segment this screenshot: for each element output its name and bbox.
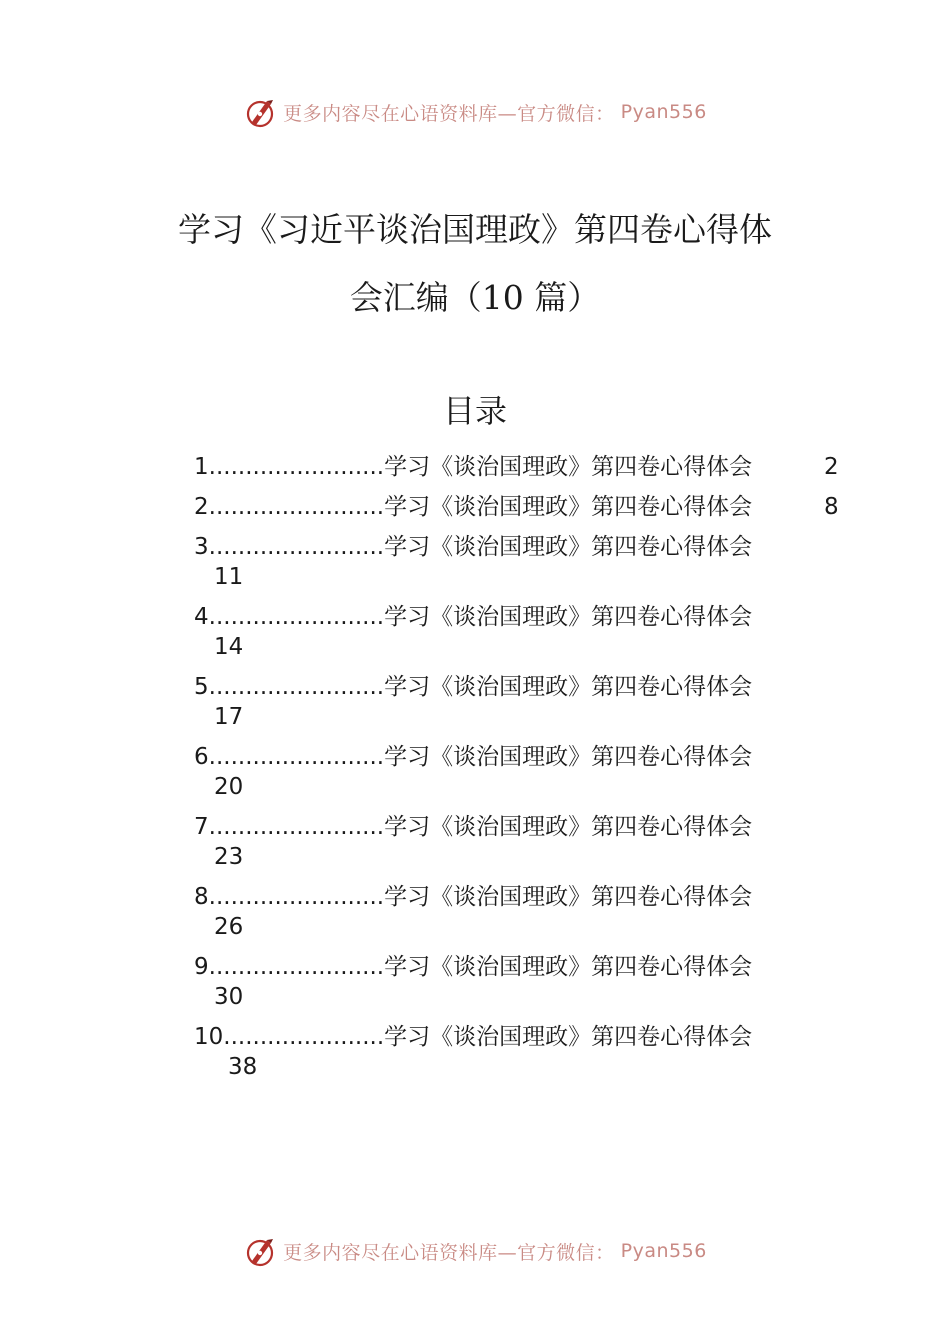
toc-entry-leader: ...................... [223, 1024, 385, 1050]
toc-entry-title: 学习《谈治国理政》第四卷心得体会 [384, 674, 753, 700]
toc-entry-leader: ........................ [208, 814, 385, 840]
table-of-contents [194, 452, 854, 1092]
toc-entry-1[interactable] [194, 452, 854, 492]
toc-entry-leader: ........................ [208, 534, 385, 560]
toc-entry-leader: ........................ [208, 674, 385, 700]
toc-entry-leader: ........................ [208, 494, 385, 520]
header-watermark [0, 95, 950, 129]
document-title-line-1: 学习《习近平谈治国理政》第四卷心得体 [178, 210, 772, 249]
toc-entry-title: 学习《谈治国理政》第四卷心得体会 [384, 1024, 753, 1050]
toc-heading: 目录 [442, 392, 507, 430]
toc-entry-number: 9 [194, 954, 209, 980]
toc-entry-10[interactable] [194, 1022, 854, 1092]
toc-entry-title: 学习《谈治国理政》第四卷心得体会 [384, 884, 753, 910]
watermark-cn-text: 更多内容尽在心语资料库—官方微信： [283, 102, 615, 125]
toc-entry-title: 学习《谈治国理政》第四卷心得体会 [384, 534, 753, 560]
document-title-line-2: 会汇编（10 篇） [349, 278, 601, 317]
toc-entry-number: 2 [194, 494, 209, 520]
toc-entry-leader: ........................ [208, 604, 385, 630]
toc-entry-page: 17 [214, 704, 244, 730]
toc-entry-title: 学习《谈治国理政》第四卷心得体会 [384, 494, 753, 520]
toc-entry-number: 8 [194, 884, 209, 910]
toc-entry-title: 学习《谈治国理政》第四卷心得体会 [384, 604, 753, 630]
toc-entry-title: 学习《谈治国理政》第四卷心得体会 [384, 814, 753, 840]
toc-entry-number: 4 [194, 604, 209, 630]
toc-entry-2[interactable] [194, 492, 854, 532]
toc-entry-3[interactable] [194, 532, 854, 602]
toc-entry-5[interactable] [194, 672, 854, 742]
toc-entry-number: 5 [194, 674, 209, 700]
toc-entry-leader: ........................ [208, 454, 385, 480]
footer-watermark [0, 1234, 950, 1268]
toc-entry-page: 8 [824, 494, 839, 520]
toc-entry-title: 学习《谈治国理政》第四卷心得体会 [384, 454, 753, 480]
toc-entry-page: 23 [214, 844, 244, 870]
toc-entry-9[interactable] [194, 952, 854, 1022]
toc-entry-leader: ........................ [208, 954, 385, 980]
toc-entry-number: 10 [194, 1024, 224, 1050]
toc-entry-number: 7 [194, 814, 209, 840]
toc-entry-page: 20 [214, 774, 244, 800]
toc-entry-page: 26 [214, 914, 244, 940]
toc-entry-4[interactable] [194, 602, 854, 672]
pen-nib-circle-icon [243, 1234, 277, 1268]
toc-entry-title: 学习《谈治国理政》第四卷心得体会 [384, 744, 753, 770]
pen-nib-circle-icon [243, 95, 277, 129]
toc-entry-page: 30 [214, 984, 244, 1010]
toc-entry-number: 1 [194, 454, 209, 480]
toc-entry-page: 11 [214, 564, 244, 590]
toc-entry-title: 学习《谈治国理政》第四卷心得体会 [384, 954, 753, 980]
toc-entry-leader: ........................ [208, 744, 385, 770]
watermark-cn-text: 更多内容尽在心语资料库—官方微信： [283, 1241, 615, 1264]
watermark-wechat-id: Pyan556 [620, 1240, 707, 1262]
watermark-wechat-id: Pyan556 [620, 101, 707, 123]
toc-entry-page: 14 [214, 634, 244, 660]
toc-entry-number: 6 [194, 744, 209, 770]
toc-entry-page: 2 [824, 454, 839, 480]
toc-entry-7[interactable] [194, 812, 854, 882]
toc-entry-leader: ........................ [208, 884, 385, 910]
toc-entry-number: 3 [194, 534, 209, 560]
toc-entry-page: 38 [228, 1054, 258, 1080]
toc-entry-8[interactable] [194, 882, 854, 952]
toc-entry-6[interactable] [194, 742, 854, 812]
